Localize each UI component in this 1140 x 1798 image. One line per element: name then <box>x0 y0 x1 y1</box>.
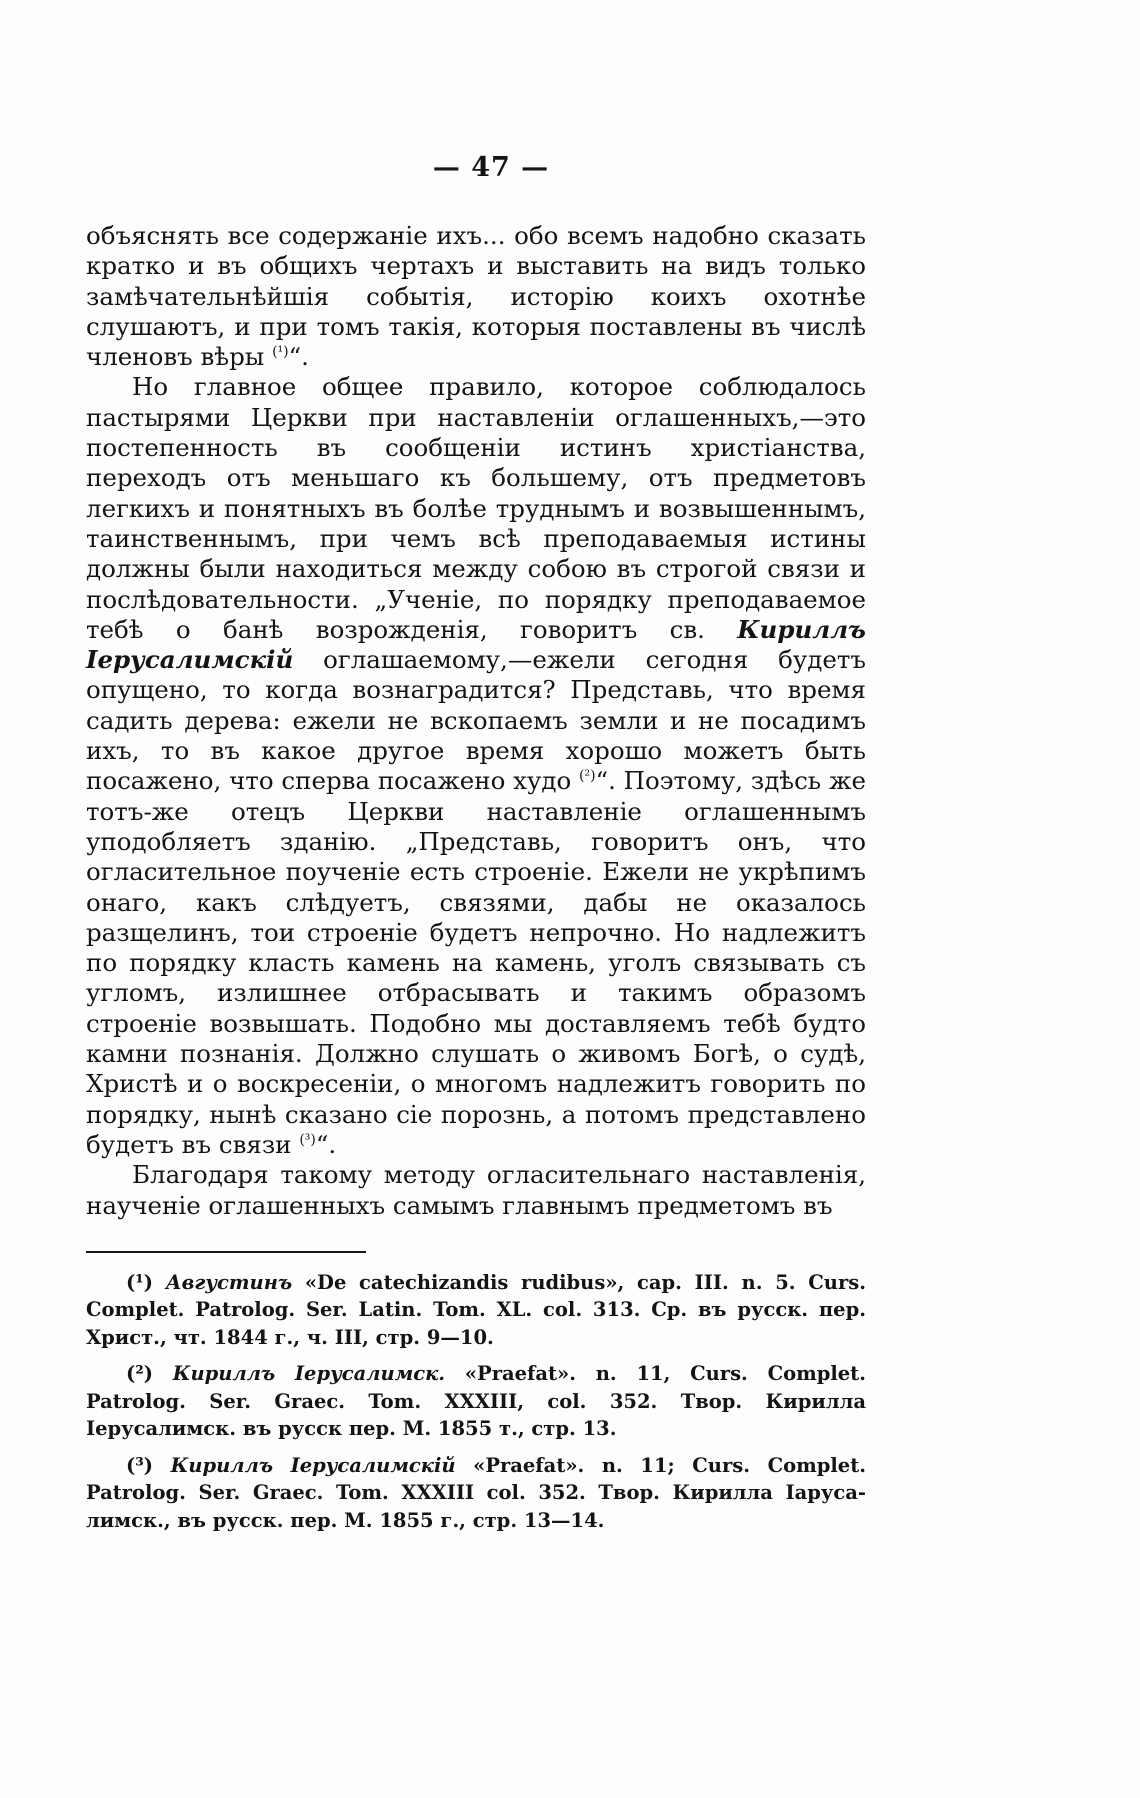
footnote-3 <box>86 1452 866 1535</box>
paragraph-2-text-a: Но главное общее правило, которое соблюдалось пастырями Церкви при наставленіи оглашенныхъ,—это постепенность въ сообщеніи истинъ христіанства, переходъ отъ меньшаго къ большему, отъ предметовъ легкихъ и понятныхъ въ болѣе труднымъ и возвышеннымъ, таинственнымъ, при чемъ всѣ преподаваемыя истины должны были находиться между собою въ строгой связи и послѣдовательности. „Ученіе, по порядку преподаваемое тебѣ о банѣ возрожденія, говоритъ св. <box>86 372 866 644</box>
footnote-1 <box>86 1269 866 1352</box>
book-page <box>86 152 866 1543</box>
footnote-marker: (¹) <box>126 1270 153 1294</box>
footnote-ref-1[interactable]: (¹) <box>272 344 289 361</box>
footnote-text: «Praefat». n. 11; Curs. Complet. Patrolog. Ser. Graec. Tom. XXXIII col. 352. Твор. Кирилла Іаруса-лимск., въ русск. пер. М. 1855 г., стр. 13—14. <box>86 1453 866 1532</box>
paragraph-2-text-c: “. Поэтому, здѣсь же тотъ-же отецъ Церкви наставленіе оглашеннымъ уподобляетъ зданію. „Представь, говоритъ онъ, что огласительное поученіе есть строеніе. Ежели не укрѣпимъ онаго, какъ слѣдуетъ, связями, дабы не оказалось разщелинъ, тои строеніе будетъ непрочно. Но надлежитъ по порядку класть камень на камень, уголъ связывать съ угломъ, излишнее отбрасывать и такимъ образомъ строеніе возвышать. Подобно мы доставляемъ тебѣ будто камни познанія. Должно слушать о живомъ Богѣ, о судѣ, Христѣ и о воскресеніи, о многомъ надлежитъ говорить по порядку, нынѣ сказано сіе порознь, а потомъ представлено будетъ въ связи <box>86 766 866 1159</box>
footnote-author: Кириллъ Іерусалимск. <box>172 1362 446 1386</box>
paragraph-1-text: объяснять все содержаніе ихъ... обо всемъ надобно сказать кратко и въ общихъ чертахъ и выставить на видъ только замѣчательнѣйшія событія, исторію коихъ охотнѣе слушаютъ, и при томъ такія, которыя поставлены въ числѣ членовъ вѣры <box>86 221 866 372</box>
footnote-ref-3[interactable]: (³) <box>299 1131 316 1148</box>
footnote-2 <box>86 1360 866 1443</box>
paragraph-2 <box>86 372 866 1160</box>
footnote-text: «Praefat». n. 11, Curs. Complet. Patrolog. Ser. Graec. Tom. XXXIII, col. 352. Твор. Кирилла Іерусалимск. въ русск пер. М. 1855 т., стр. 13. <box>86 1362 866 1441</box>
author-name-cyril: Кириллъ Іерусалимскій <box>86 614 866 675</box>
paragraph-1-end: “. <box>288 342 309 372</box>
footnote-marker: (²) <box>126 1362 153 1386</box>
page-number: — 47 — <box>432 152 550 183</box>
footnote-ref-2[interactable]: (²) <box>579 768 596 785</box>
paragraph-3-text: Благодаря такому методу огласительнаго наставленія, наученіе оглашенныхъ самымъ главнымъ предметомъ въ <box>86 1160 866 1220</box>
footnote-text: «De catechizandis rudibus», cap. III. n. 5. Curs. Complet. Patrolog. Ser. Latin. Tom. XL. col. 313. Cp. въ русск. пер. Христ., чт. 1844 г., ч. III, стр. 9—10. <box>86 1270 866 1349</box>
paragraph-2-end: “. <box>315 1129 337 1159</box>
paragraph-2-text-b: оглашаемому,—ежели сегодня будетъ опущено, то когда вознаградится? Представь, что время садить дерева: ежели не вскопаемъ земли и не посадимъ ихъ, то въ какое другое время хорошо можетъ быть посажено, что сперва посажено худо <box>86 645 866 796</box>
footnote-author: Августинъ <box>165 1270 293 1294</box>
footnote-separator <box>86 1251 366 1253</box>
paragraph-3 <box>86 1160 866 1221</box>
footnote-marker: (³) <box>126 1453 153 1477</box>
footnote-author: Кириллъ Іерусалимскій <box>170 1453 456 1477</box>
paragraph-1 <box>86 221 866 372</box>
